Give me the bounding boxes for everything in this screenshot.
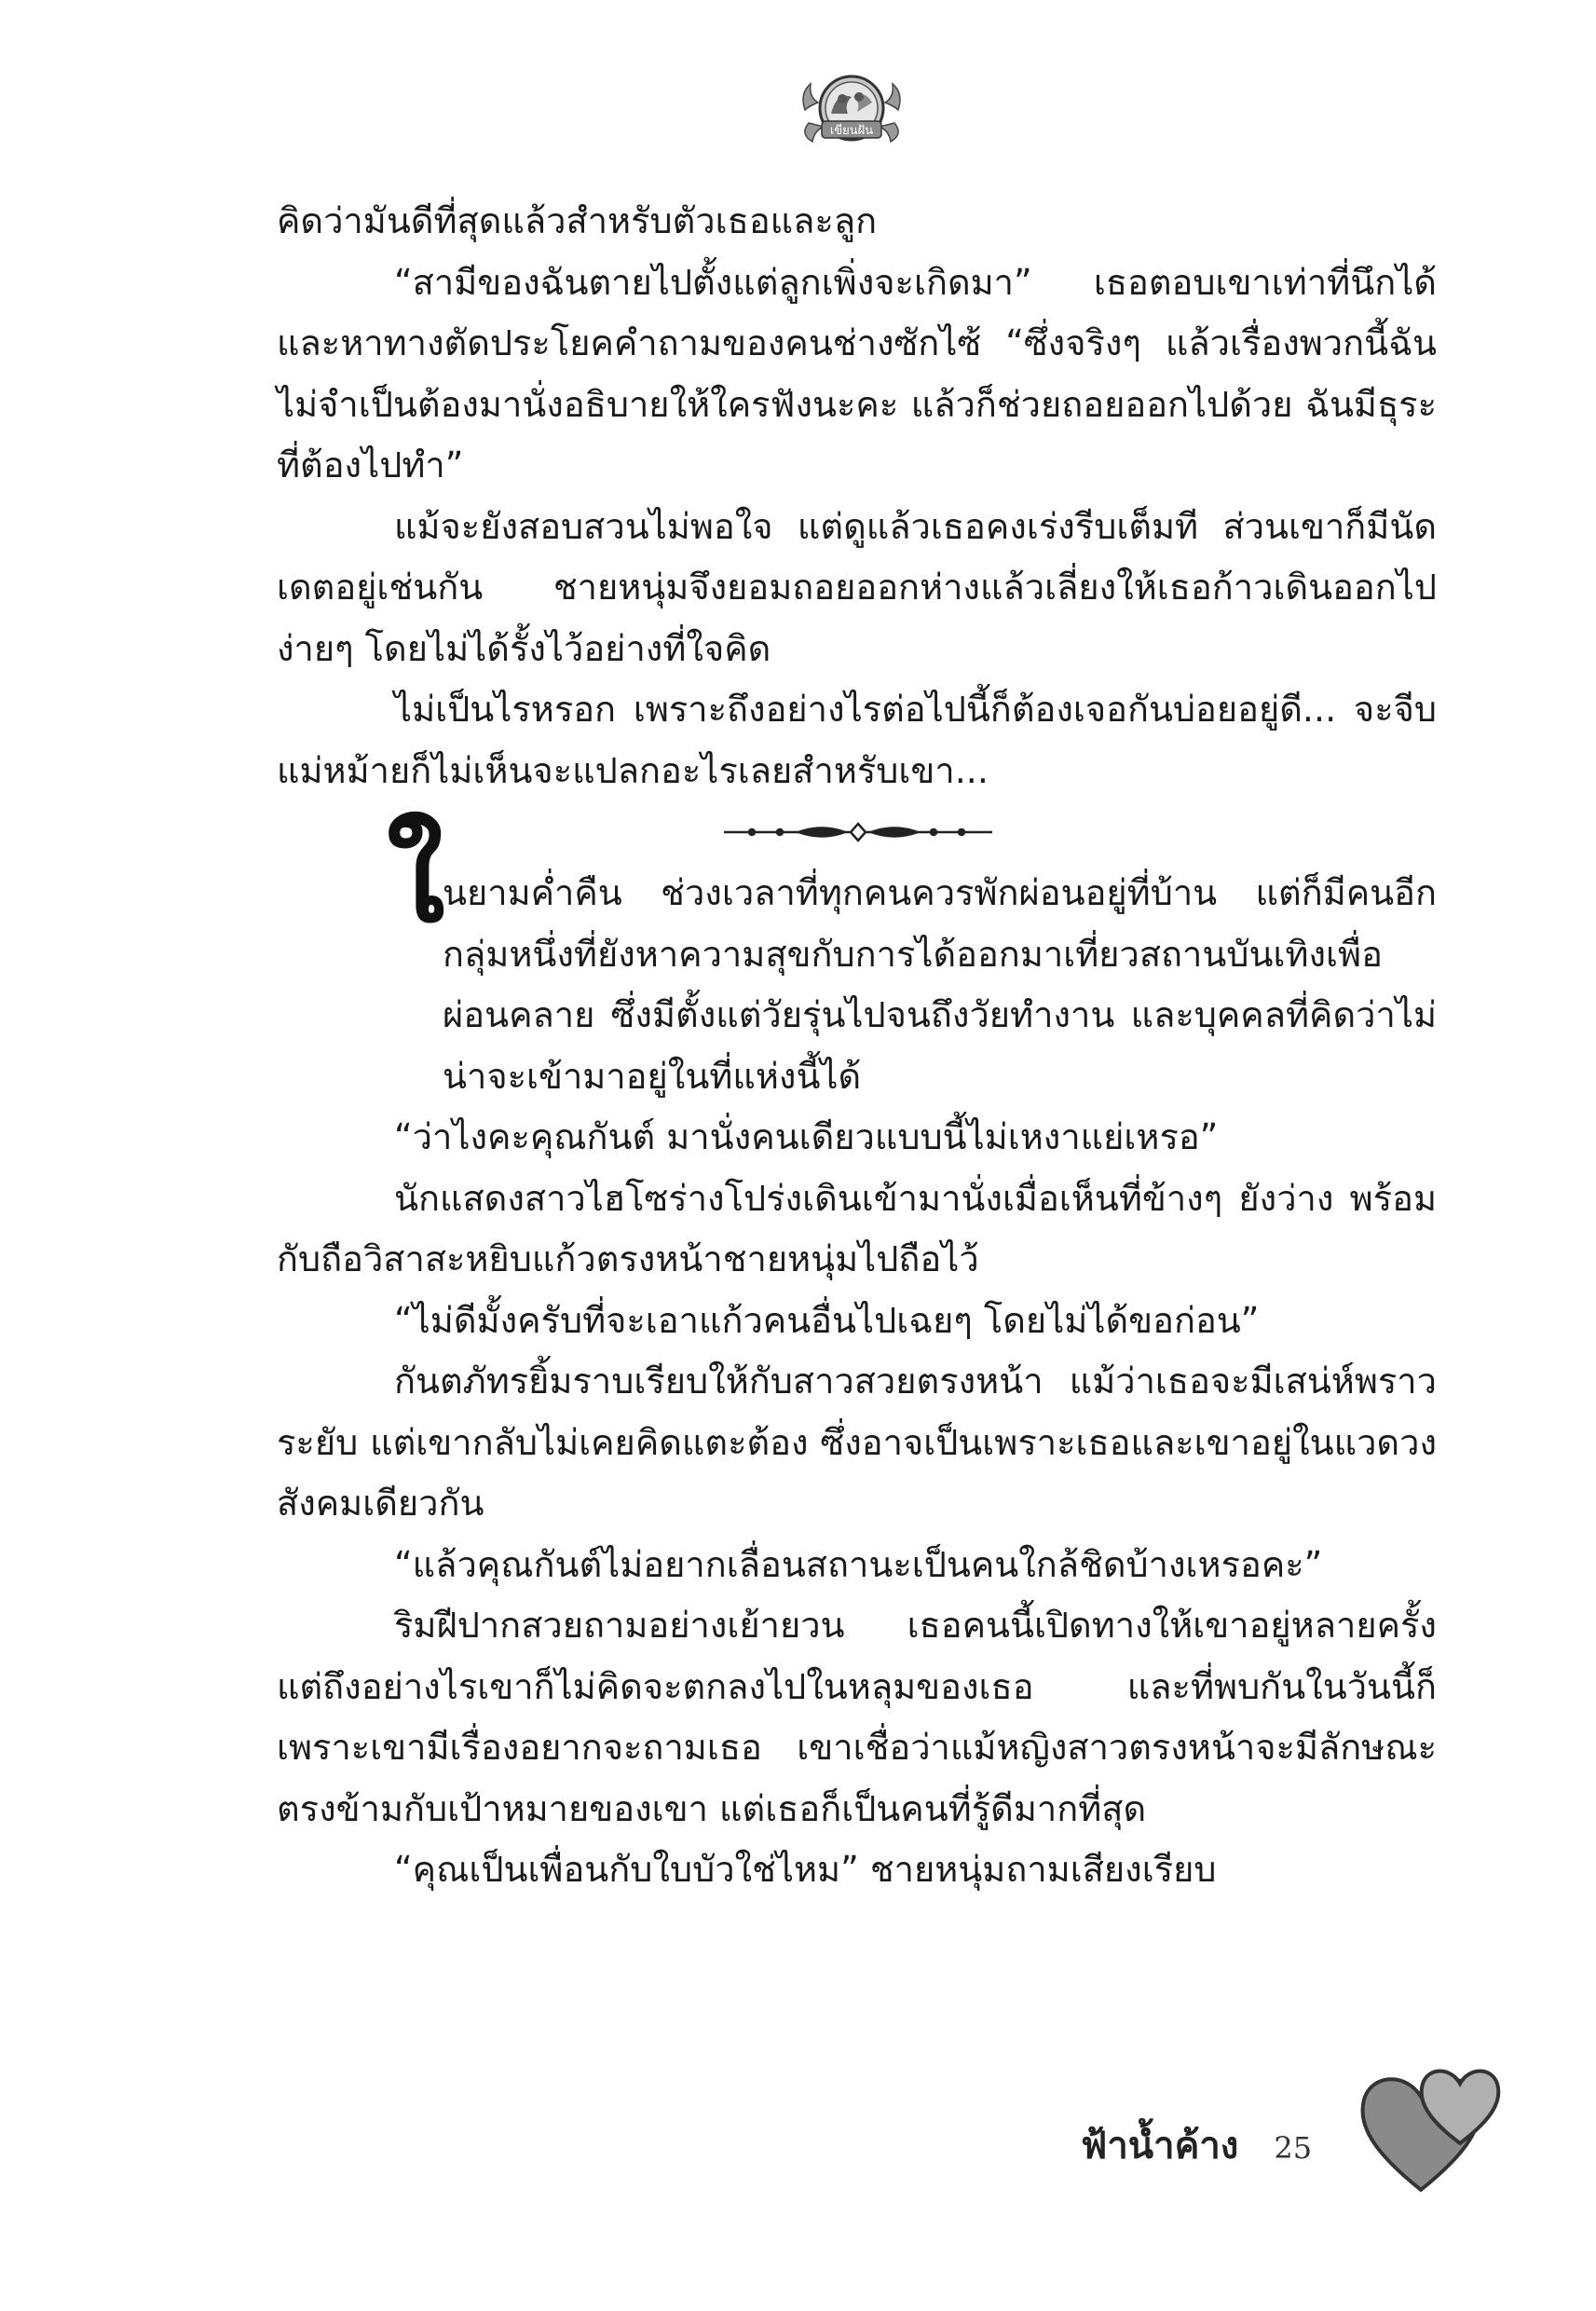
paragraph: ไม่เป็นไรหรอก เพราะถึงอย่างไรต่อไปนี้ก็ต้องเจอกันบ่อยอยู่ดี... จะจีบแม่หม้ายก็ไม่เห็นจะแปลกอะไรเลยสำหรับเขา... [277,689,1437,791]
logo-text: เขียนฝัน [829,124,874,138]
paragraph: “สามีของฉันตายไปตั้งแต่ลูกเพิ่งจะเกิดมา” เธอตอบเขาเท่าที่นึกได้ และหาทางตัดประโยคคำถามของคนช่างซักไซ้ “ซึ่งจริงๆ แล้วเรื่องพวกนี้ฉันไม่จำเป็นต้องมานั่งอธิบายให้ใครฟังนะคะ แล้วก็ช่วยถอยออกไปด้วย ฉันมีธุระที่ต้องไปทำ” [277,261,1437,485]
paragraph: ริมฝีปากสวยถามอย่างเย้ายวน เธอคนนี้เปิดทางให้เขาอยู่หลายครั้ง แต่ถึงอย่างไรเขาก็ไม่คิดจะตกลงไปในหลุมของเธอ และที่พบกันในวันนี้ก็เพราะเขามีเรื่องอยากจะถามเธอ เขาเชื่อว่าแม้หญิงสาวตรงหน้าจะมีลักษณะตรงข้ามกับเป้าหมายของเขา แต่เธอก็เป็นคนที่รู้ดีมากที่สุด [277,1605,1437,1829]
ornament-divider-icon [277,801,1437,863]
paragraph: “แล้วคุณกันต์ไม่อยากเลื่อนสถานะเป็นคนใกล้ชิดบ้างเหรอคะ” [394,1543,1323,1585]
hearts-icon [1356,2031,1514,2199]
page-number: 25 [1274,2130,1313,2166]
paragraph: นักแสดงสาวไฮโซร่างโปร่งเดินเข้ามานั่งเมื่อเห็นที่ข้างๆ ยังว่าง พร้อมกับถือวิสาสะหยิบแก้วตรงหน้าชายหนุ่มไปถือไว้ [277,1177,1437,1279]
page-footer [1081,2115,1312,2171]
angel-logo-icon [796,65,907,155]
paragraph: นยามค่ำคืน ช่วงเวลาที่ทุกคนควรพักผ่อนอยู่ที่บ้าน แต่ก็มีคนอีกกลุ่มหนึ่งที่ยังหาความสุขกับการได้ออกมาเที่ยวสถานบันเทิงเพื่อผ่อนคลาย ซึ่งมีตั้งแต่วัยรุ่นไปจนถึงวัยทำงาน และบุคคลที่คิดว่าไม่น่าจะเข้ามาอยู่ในที่แห่งนี้ได้ [443,872,1437,1097]
body-text [277,191,1437,1901]
drop-cap: ใ [387,810,445,950]
paragraph: “ว่าไงคะคุณกันต์ มานั่งคนเดียวแบบนี้ไม่เหงาแย่เหรอ” [394,1116,1219,1157]
paragraph: “ไม่ดีมั้งครับที่จะเอาแก้วคนอื่นไปเฉยๆ โดยไม่ได้ขอก่อน” [394,1299,1260,1341]
paragraph: กันตภัทรยิ้มราบเรียบให้กับสาวสวยตรงหน้า แม้ว่าเธอจะมีเสน่ห์พราวระยับ แต่เขากลับไม่เคยคิดแตะต้อง ซึ่งอาจเป็นเพราะเธอและเขาอยู่ในแวดวงสังคมเดียวกัน [277,1361,1437,1524]
book-title: ฟ้าน้ำค้าง [1081,2125,1239,2167]
drop-cap-paragraph [277,810,1437,1107]
paragraph: “คุณเป็นเพื่อนกับใบบัวใช่ไหม” ชายหนุ่มถามเสียงเรียบ [394,1849,1217,1890]
paragraph: แม้จะยังสอบสวนไม่พอใจ แต่ดูแล้วเธอคงเร่งรีบเต็มที ส่วนเขาก็มีนัดเดตอยู่เช่นกัน ชายหนุ่มจึงยอมถอยออกห่างแล้วเลี่ยงให้เธอก้าวเดินออกไปง่ายๆ โดยไม่ได้รั้งไว้อย่างที่ใจคิด [277,505,1437,669]
paragraph: คิดว่ามันดีที่สุดแล้วสำหรับตัวเธอและลูก [277,200,878,241]
